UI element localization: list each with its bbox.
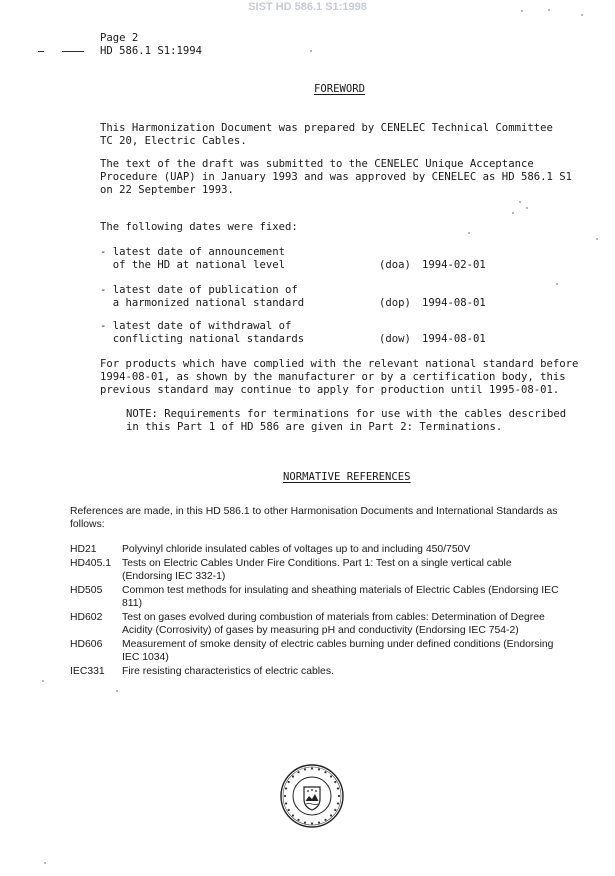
- date-value: 1994-02-01: [422, 259, 486, 271]
- reference-item: [70, 638, 560, 664]
- reference-item: [70, 584, 560, 610]
- reference-code: HD505: [70, 585, 103, 596]
- scan-speck: [596, 238, 598, 240]
- margin-mark: [38, 51, 44, 52]
- document-id: HD 586.1 S1:1994: [100, 45, 203, 57]
- reference-code: HD405.1: [70, 558, 112, 569]
- date-label: - latest date of announcement of the HD at national level: [100, 246, 285, 271]
- reference-code: HD606: [70, 639, 103, 650]
- date-value: 1994-08-01: [422, 333, 486, 345]
- reference-title: Tests on Electric Cables Under Fire Conditions. Part 1: Test on a single vertical cable (Endorsing IEC 332-1): [122, 558, 512, 582]
- scan-speck: [521, 10, 523, 12]
- reference-code: HD602: [70, 612, 103, 623]
- normative-references-heading: NORMATIVE REFERENCES: [283, 471, 411, 483]
- normative-intro: References are made, in this HD 586.1 to other Harmonisation Documents and International Standards as follows:: [70, 506, 558, 530]
- reference-title: Measurement of smoke density of electric cables burning under defined conditions (Endorsing IEC 1034): [122, 639, 554, 663]
- reference-title: Common test methods for insulating and sheathing materials of Electric Cables (Endorsing IEC 811): [122, 585, 559, 609]
- reference-title: Fire resisting characteristics of electric cables.: [122, 666, 334, 677]
- foreword-paragraph-2: The text of the draft was submitted to the CENELEC Unique Acceptance Procedure (UAP) in January 1993 and was approved by CENELEC as HD 586.1 S1 on 22 September 1993.: [100, 158, 572, 196]
- watermark: SIST HD 586.1 S1:1998: [248, 1, 367, 13]
- dates-intro: The following dates were fixed:: [100, 221, 298, 233]
- date-label: - latest date of publication of a harmonized national standard: [100, 284, 305, 309]
- foreword-heading: FOREWORD: [314, 83, 366, 95]
- date-abbr: (dop): [379, 297, 411, 309]
- reference-code: IEC331: [70, 666, 105, 677]
- scan-speck: [116, 690, 118, 692]
- scan-speck: [556, 283, 558, 285]
- scan-speck: [581, 14, 583, 16]
- foreword-paragraph-1: This Harmonization Document was prepared by CENELEC Technical Committee TC 20, Electric Cables.: [100, 122, 553, 147]
- foreword-paragraph-3: For products which have complied with the relevant national standard before 1994-08-01, as shown by the manufacturer or by a certification body, this previous standard may continue to apply for production until 1995-08-01.: [100, 358, 579, 396]
- scan-speck: [526, 207, 528, 209]
- margin-mark: [62, 51, 84, 52]
- scan-speck: [519, 201, 521, 203]
- scan-speck: [548, 9, 550, 11]
- official-seal-stamp: [279, 763, 345, 829]
- foreword-note: NOTE: Requirements for terminations for use with the cables described in this Part 1 of HD 586 are given in Part 2: Terminations.: [126, 408, 567, 433]
- date-abbr: (dow): [379, 333, 411, 345]
- date-value: 1994-08-01: [422, 297, 486, 309]
- reference-item: [70, 665, 560, 678]
- scan-speck: [44, 862, 46, 864]
- reference-list: [70, 543, 560, 679]
- reference-title: Polyvinyl chloride insulated cables of voltages up to and including 450/750V: [122, 544, 471, 555]
- date-label: - latest date of withdrawal of conflicting national standards: [100, 320, 305, 345]
- reference-title: Test on gases evolved during combustion of materials from cables: Determination of Degree Acidity (Corrosivity) of gases by measuring pH and conductivity (Endorsing IEC 754-2): [122, 612, 545, 636]
- reference-code: HD21: [70, 544, 97, 555]
- reference-item: [70, 557, 560, 583]
- scan-speck: [310, 50, 312, 52]
- page-number: Page 2: [100, 32, 139, 44]
- scan-speck: [512, 212, 514, 214]
- scan-speck: [42, 680, 44, 682]
- date-abbr: (doa): [379, 259, 411, 271]
- reference-item: [70, 543, 560, 556]
- reference-item: [70, 611, 560, 637]
